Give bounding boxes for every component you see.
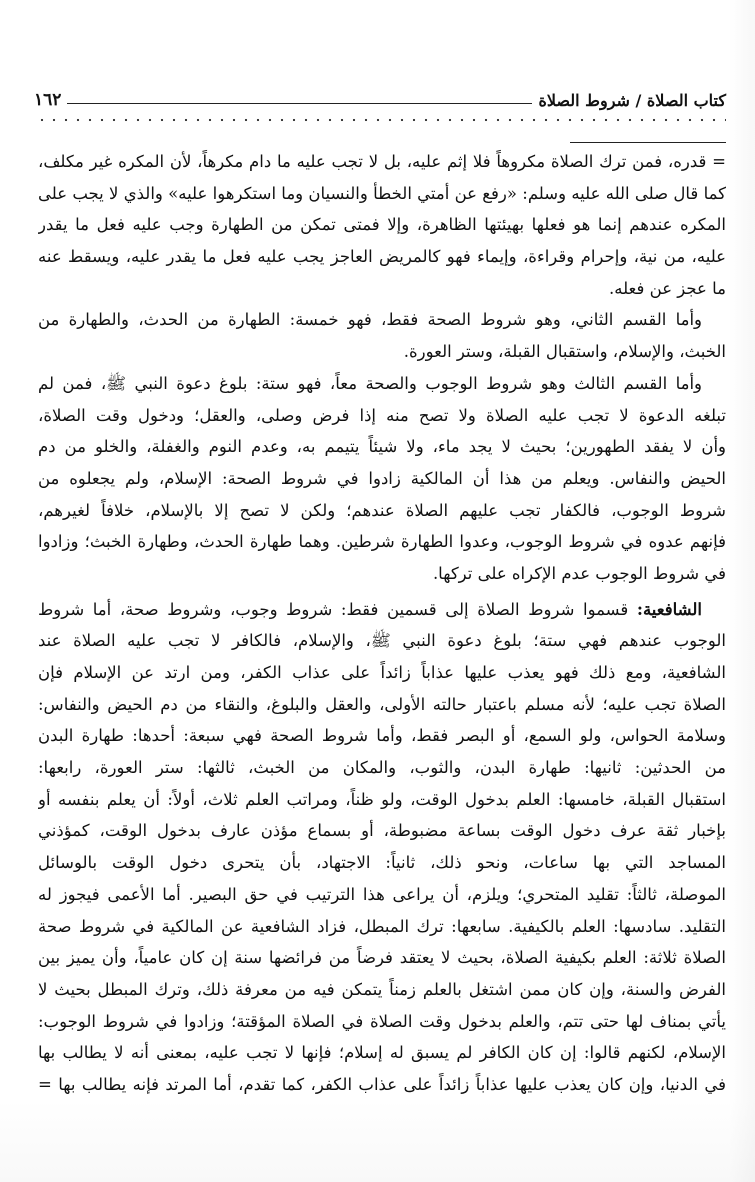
page-body	[38, 146, 726, 1101]
text-line: الصلاة تجب عليه؛ لأنه مسلم باعتبار حالته الأولى، والعقل والبلوغ، والنقاء من دم الحيض والنفاس:	[38, 694, 726, 714]
page-header	[34, 84, 726, 110]
text-line: في الدنيا، وإن كان يعذب عليها عذاباً زائداً على عذاب الكفر، كما تقدم، أما المرتد فإنه يطالب بها =	[38, 1074, 726, 1094]
running-title: كتاب الصلاة / شروط الصلاة	[538, 91, 726, 110]
text-line: شروط الوجوب، فالكفار تجب عليهم الصلاة عندهم؛ ولكن لا تصح إلا بالإسلام، خلافاً لغيرهم،	[38, 500, 726, 520]
text-line: الصلاة ثلاثة: العلم بكيفية الصلاة، بحيث لا يعتقد فرضاً من فرائضها سنة إن كان عامياً، وأن يميز بين	[38, 948, 726, 968]
text-line: كما قال صلى الله عليه وسلم: «رفع عن أمتي الخطأ والنسيان وما استكرهوا عليه» والذي لا يجب على	[38, 183, 726, 203]
text-line: التقليد. سادسها: العلم بالكيفية. سابعها: ترك المبطل، فزاد الشافعية عن المالكية في شروط صحة	[38, 916, 726, 936]
header-rule	[67, 103, 532, 104]
text-line-content: قسموا شروط الصلاة إلى قسمين فقط: شروط وجوب، وشروط صحة، أما شروط	[38, 599, 629, 619]
text-line: الموصلة، ثالثاً: تقليد المتحري؛ ويلزم، أن يراعى هذا الترتيب في حق البصير. أما الأعمى فيجوز له	[38, 884, 726, 904]
text-line: الشافعية، ومع ذلك فهو يعذب عليها عذاباً زائداً على عذاب الكفر، ومن ارتد عن الإسلام فإن	[38, 663, 726, 682]
text-line: = قدره، فمن ترك الصلاة مكروهاً فلا إثم عليه، بل لا تجب عليه ما دام مكرهاً، لأن المكره غير مكلف،	[38, 152, 726, 171]
scan-edge-shading	[729, 0, 755, 1182]
text-line: الوجوب عندهم فهي ستة؛ بلوغ دعوة النبي ﷺ، والإسلام، فالكافر لا تجب عليه الصلاة عند	[38, 631, 726, 651]
text-line: الخبث، والإسلام، واستقبال القبلة، وستر العورة.	[403, 342, 726, 362]
page-number: ١٦٢	[34, 90, 62, 110]
dotted-divider	[36, 118, 726, 122]
text-line: يأتي بمناف لها حتى تتم، والعلم بدخول وقت الصلاة في الصلاة المؤقتة؛ وزادوا في شروط الوجوب:	[38, 1011, 726, 1031]
scan-shading	[0, 1100, 755, 1182]
text-line-shafiiya	[38, 594, 726, 626]
text-line: الحيض والنفاس. ويعلم من هذا أن المالكية زادوا في شروط الصحة: الإسلام، ولم يجعلوه من	[38, 468, 726, 488]
text-line: وأن لا يفقد الطهورين؛ بحيث لا يجد ماء، ولا شيئاً يتيمم به، وعدم النوم والغفلة، والخلو من دم	[38, 437, 726, 457]
text-line: في شروط الوجوب عدم الإكراه على تركها.	[432, 563, 726, 583]
shafiiya-heading: الشافعية:	[636, 599, 702, 619]
footnote-rule	[570, 142, 726, 143]
text-line: المساجد التي بها ساعات، ونحو ذلك، ثانياً: الاجتهاد، بأن يتحرى دخول الوقت بالوسائل	[38, 853, 726, 873]
text-line: بإخبار ثقة عرف دخول الوقت بساعة مضبوطة، أو بسماع مؤذن عارف بدخول الوقت، كمؤذني	[38, 821, 726, 841]
text-line: عليه، من نية، وإحرام وقراءة، وإيماء فهو كالمريض العاجز يجب عليه فعل ما يقدر عليه، ويسقط عنه	[38, 247, 726, 267]
text-line: فإنهم عدوه في شروط الوجوب، وعدوا الطهارة شرطين. وهما طهارة الحدث، وطهارة الخبث؛ وزادوا	[38, 532, 726, 552]
text-line: وأما القسم الثاني، وهو شروط الصحة فقط، فهو خمسة: الطهارة من الحدث، والطهارة من	[38, 310, 702, 330]
text-line: استقبال القبلة، خامسها: العلم بدخول الوقت، ولو ظناً، ومراتب العلم ثلاث، أولاً: أن يعلم بنفسه أو	[38, 789, 726, 809]
text-line: المكره عندهم إنما هو فعلها بهيئتها الظاهرة، وإلا فمتى تمكن من الطهارة وجب عليه فعل ما يقدر	[38, 215, 726, 235]
text-line: من الحدثين: ثانيها: طهارة البدن، والثوب، والمكان من الخبث، ثالثها: ستر العورة، رابعها:	[38, 758, 726, 778]
text-line: وسلامة الحواس، ولو السمع، أو البصر فقط، وأما شروط الصحة فهي سبعة: أحدها: طهارة البدن	[38, 726, 726, 746]
text-line: وأما القسم الثالث وهو شروط الوجوب والصحة معاً، فهو ستة: بلوغ دعوة النبي ﷺ، فمن لم	[38, 373, 702, 393]
text-line: ما عجز عن فعله.	[608, 278, 726, 298]
text-line: تبلغه الدعوة لا تجب عليه الصلاة ولا تصح منه إذا فرض وصلى، والعقل؛ ودخول وقت الصلاة،	[38, 405, 726, 425]
text-line: الإسلام، لكنهم قالوا: إن كان الكافر لم يسبق له إسلام؛ فإنها لا تجب عليه، بمعنى أنه لا يطالب بها	[38, 1043, 726, 1063]
text-line: الفرض والسنة، وإن كان ممن اشتغل بالعلم زمناً يتمكن فيه من معرفة ذلك، وترك المبطل بحيث لا	[38, 979, 726, 999]
